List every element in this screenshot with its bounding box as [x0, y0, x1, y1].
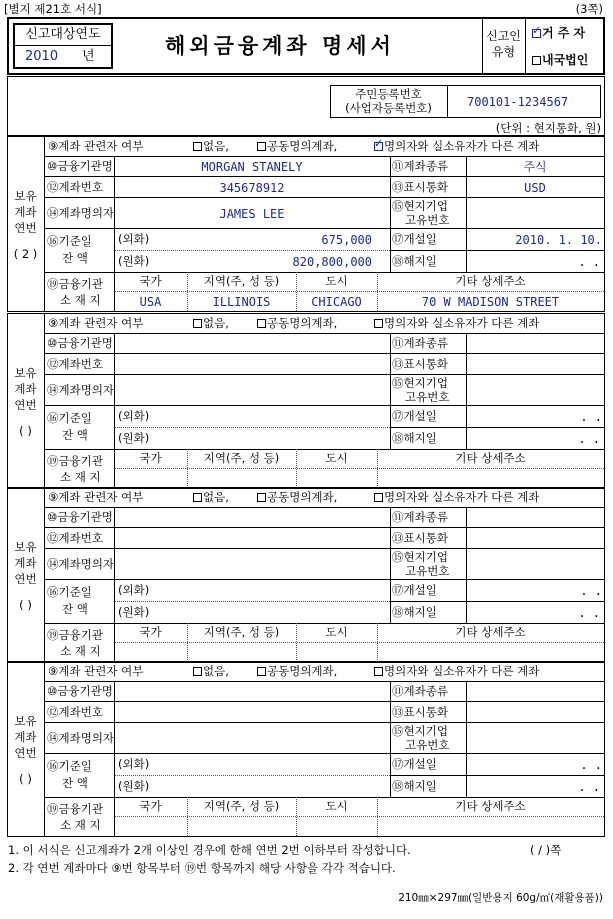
balance-label: ⑯기준일	[47, 234, 92, 248]
balance-label-2: 잔 액	[62, 602, 88, 616]
corp-id-label-2: 고유번호	[405, 213, 450, 227]
page-title: 해외금융계좌 명세서	[165, 34, 395, 58]
relation-title: ⑨계좌 관련자 여부	[48, 664, 144, 678]
relation-diff-option[interactable]: 명의자와 실소유자가 다른 계좌	[374, 318, 539, 330]
close-date-label: ⑱해지일	[392, 605, 437, 619]
relation-diff-checkbox[interactable]	[374, 667, 383, 676]
account-type-value[interactable]: 주식	[523, 160, 547, 174]
loc-country-value[interactable]: USA	[139, 295, 162, 309]
open-date-label: ⑰개설일	[392, 583, 437, 597]
won-label: (원화)	[118, 254, 150, 268]
balance-label-2: 잔 액	[62, 428, 88, 442]
balance-label: ⑯기준일	[47, 585, 92, 599]
corp-id-label: ⑮현지기업	[392, 376, 448, 390]
relation-diff-checkbox[interactable]	[374, 319, 383, 328]
corp-id-label: ⑮현지기업	[392, 550, 448, 564]
loc-country-header: 국가	[139, 625, 162, 639]
inst-location-label: ⑲금융기관	[47, 454, 103, 468]
currency-label: ⑬표시통화	[392, 357, 448, 371]
seq-number[interactable]: ( )	[19, 424, 32, 438]
loc-address-header: 기타 상세주소	[455, 625, 526, 639]
won-label: (원화)	[118, 605, 150, 619]
inst-location-label: ⑲금융기관	[47, 802, 103, 816]
currency-label: ⑬표시통화	[392, 705, 448, 719]
relation-joint-option[interactable]: 공동명의계좌,	[257, 492, 337, 504]
option-domestic-corp[interactable]: 내국법인	[532, 54, 588, 66]
institution-label: ⑩금융기관명	[47, 684, 113, 698]
loc-city-value[interactable]: CHICAGO	[311, 295, 362, 309]
close-date-value[interactable]: . .	[578, 432, 600, 446]
account-no-label: ⑫계좌번호	[47, 705, 103, 719]
loc-country-header: 국가	[139, 274, 162, 288]
paper-spec: 210㎜×297㎜(일반용지 60g/㎡(재활용품))	[398, 892, 603, 904]
relation-joint-checkbox[interactable]	[257, 142, 266, 151]
account-type-label: ⑪계좌종류	[392, 510, 448, 524]
loc-address-value[interactable]: 70 W MADISON STREET	[421, 295, 560, 309]
corp-id-label: ⑮현지기업	[392, 199, 448, 213]
account-no-label: ⑫계좌번호	[47, 180, 103, 194]
relation-joint-checkbox[interactable]	[257, 319, 266, 328]
loc-region-value[interactable]: ILLINOIS	[212, 295, 271, 309]
inst-location-label: ⑲금융기관	[47, 277, 103, 291]
relation-diff-option[interactable]: ✓ 명의자와 실소유자가 다른 계좌	[374, 141, 539, 153]
loc-address-header: 기타 상세주소	[455, 451, 526, 465]
relation-title: ⑨계좌 관련자 여부	[48, 490, 144, 504]
won-label: (원화)	[118, 779, 150, 793]
relation-joint-checkbox[interactable]	[257, 667, 266, 676]
id-value[interactable]: 700101-1234567	[467, 95, 569, 109]
relation-diff-checkbox[interactable]	[374, 493, 383, 502]
resident-checkbox[interactable]	[532, 29, 541, 38]
footer-note-1: 1. 이 서식은 신고계좌가 2개 이상인 경우에 한해 연번 2번 이하부터 작성합니다.	[8, 843, 411, 857]
won-label: (원화)	[118, 431, 150, 445]
id-label-line1: 주민등록번호	[355, 87, 422, 101]
loc-city-header: 도시	[325, 274, 348, 288]
inst-location-label-2: 소 재 지	[60, 470, 101, 484]
relation-none-option[interactable]: 없음,	[193, 318, 229, 330]
close-date-label: ⑱해지일	[392, 779, 437, 793]
seq-number[interactable]: ( )	[19, 598, 32, 612]
page-indicator: (3쪽)	[575, 2, 603, 16]
option-resident[interactable]: ✓거 주 자	[532, 27, 585, 39]
relation-diff-option[interactable]: 명의자와 실소유자가 다른 계좌	[374, 492, 539, 504]
loc-country-header: 국가	[139, 451, 162, 465]
balance-label-2: 잔 액	[62, 776, 88, 790]
open-date-label: ⑰개설일	[392, 757, 437, 771]
inst-location-label: ⑲금융기관	[47, 628, 103, 642]
balance-foreign-value[interactable]: 675,000	[321, 233, 372, 247]
loc-country-header: 국가	[139, 799, 162, 813]
loc-region-header: 지역(주, 성 등)	[203, 451, 280, 465]
relation-title: ⑨계좌 관련자 여부	[48, 316, 144, 330]
loc-city-header: 도시	[325, 799, 348, 813]
loc-address-header: 기타 상세주소	[455, 274, 526, 288]
inst-location-label-2: 소 재 지	[60, 293, 101, 307]
relation-joint-option[interactable]: 공동명의계좌,	[257, 141, 337, 153]
currency-value[interactable]: USD	[524, 181, 546, 195]
seq-side-label: 보유 계좌 연번 ( )	[7, 365, 44, 439]
form-number: [별지 제21호 서식]	[4, 2, 102, 16]
relation-diff-checkbox[interactable]	[374, 142, 383, 151]
relation-joint-option[interactable]: 공동명의계좌,	[257, 666, 337, 678]
open-date-value[interactable]: 2010. 1. 10.	[515, 233, 602, 247]
loc-address-header: 기타 상세주소	[455, 799, 526, 813]
foreign-currency-label: (외화)	[118, 757, 150, 771]
foreign-currency-label: (외화)	[118, 583, 150, 597]
year-label: 신고대상연도	[25, 27, 101, 42]
balance-label-2: 잔 액	[62, 251, 88, 265]
relation-none-checkbox[interactable]	[193, 493, 202, 502]
relation-none-option[interactable]: 없음,	[193, 141, 229, 153]
seq-number[interactable]: ( 2 )	[13, 247, 38, 261]
relation-none-option[interactable]: 없음,	[193, 666, 229, 678]
close-date-label: ⑱해지일	[392, 431, 437, 445]
filer-type-label: 신고인유형	[486, 29, 521, 59]
loc-region-header: 지역(주, 성 등)	[203, 799, 280, 813]
id-label-line2: (사업자등록번호)	[345, 101, 432, 115]
inst-location-label-2: 소 재 지	[60, 644, 101, 658]
corp-id-label-2: 고유번호	[405, 564, 450, 578]
currency-label: ⑬표시통화	[392, 531, 448, 545]
open-date-value[interactable]: . .	[580, 584, 602, 598]
holder-label: ⑭계좌명의자	[47, 731, 115, 745]
account-type-label: ⑪계좌종류	[392, 684, 448, 698]
relation-joint-option[interactable]: 공동명의계좌,	[257, 318, 337, 330]
institution-label: ⑩금융기관명	[47, 336, 113, 350]
corp-id-label: ⑮현지기업	[392, 724, 448, 738]
account-no-label: ⑫계좌번호	[47, 357, 103, 371]
domestic-corp-checkbox[interactable]	[532, 56, 541, 65]
close-date-label: ⑱해지일	[392, 254, 437, 268]
seq-side-label: 보유 계좌 연번 ( )	[7, 713, 44, 787]
institution-label: ⑩금융기관명	[47, 510, 113, 524]
open-date-label: ⑰개설일	[392, 232, 437, 246]
relation-none-option[interactable]: 없음,	[193, 492, 229, 504]
loc-city-header: 도시	[325, 451, 348, 465]
foreign-currency-label: (외화)	[118, 409, 150, 423]
relation-none-checkbox[interactable]	[193, 319, 202, 328]
relation-joint-checkbox[interactable]	[257, 493, 266, 502]
open-date-value[interactable]: . .	[580, 410, 602, 424]
balance-label: ⑯기준일	[47, 411, 92, 425]
relation-none-checkbox[interactable]	[193, 142, 202, 151]
holder-label: ⑭계좌명의자	[47, 206, 115, 220]
balance-won-value[interactable]: 820,800,000	[292, 255, 372, 269]
relation-title: ⑨계좌 관련자 여부	[48, 139, 144, 153]
foreign-currency-label: (외화)	[118, 232, 150, 246]
holder-value[interactable]: JAMES LEE	[219, 207, 285, 221]
inst-location-label-2: 소 재 지	[60, 818, 101, 832]
footer-note-1-page: ( / )쪽	[530, 843, 562, 857]
account-type-label: ⑪계좌종류	[392, 336, 448, 350]
holder-label: ⑭계좌명의자	[47, 383, 115, 397]
seq-number[interactable]: ( )	[19, 772, 32, 786]
year-suffix: 년	[82, 49, 95, 64]
currency-label: ⑬표시통화	[392, 180, 448, 194]
relation-none-checkbox[interactable]	[193, 667, 202, 676]
account-type-label: ⑪계좌종류	[392, 159, 448, 173]
close-date-value[interactable]: . .	[578, 255, 600, 269]
year-value[interactable]: 2010	[25, 49, 59, 64]
corp-id-label-2: 고유번호	[405, 390, 450, 404]
open-date-label: ⑰개설일	[392, 409, 437, 423]
account-no-label: ⑫계좌번호	[47, 531, 103, 545]
open-date-value[interactable]: . .	[580, 758, 602, 772]
account-no-value[interactable]: 345678912	[219, 181, 285, 195]
loc-region-header: 지역(주, 성 등)	[203, 274, 280, 288]
institution-label: ⑩금융기관명	[47, 159, 113, 173]
corp-id-label-2: 고유번호	[405, 738, 450, 752]
seq-side-label: 보유 계좌 연번 ( )	[7, 539, 44, 613]
unit-note: (단위 : 현지통화, 원)	[495, 121, 601, 135]
relation-diff-option[interactable]: 명의자와 실소유자가 다른 계좌	[374, 666, 539, 678]
balance-label: ⑯기준일	[47, 759, 92, 773]
seq-side-label: 보유 계좌 연번 ( 2 )	[7, 188, 44, 262]
loc-region-header: 지역(주, 성 등)	[203, 625, 280, 639]
close-date-value[interactable]: . .	[578, 606, 600, 620]
footer-note-2: 2. 각 연번 계좌마다 ⑨번 항목부터 ⑲번 항목까지 해당 사항을 각각 적습니다.	[8, 861, 396, 875]
close-date-value[interactable]: . .	[578, 780, 600, 794]
institution-value[interactable]: MORGAN STANELY	[201, 160, 303, 174]
loc-city-header: 도시	[325, 625, 348, 639]
holder-label: ⑭계좌명의자	[47, 557, 115, 571]
